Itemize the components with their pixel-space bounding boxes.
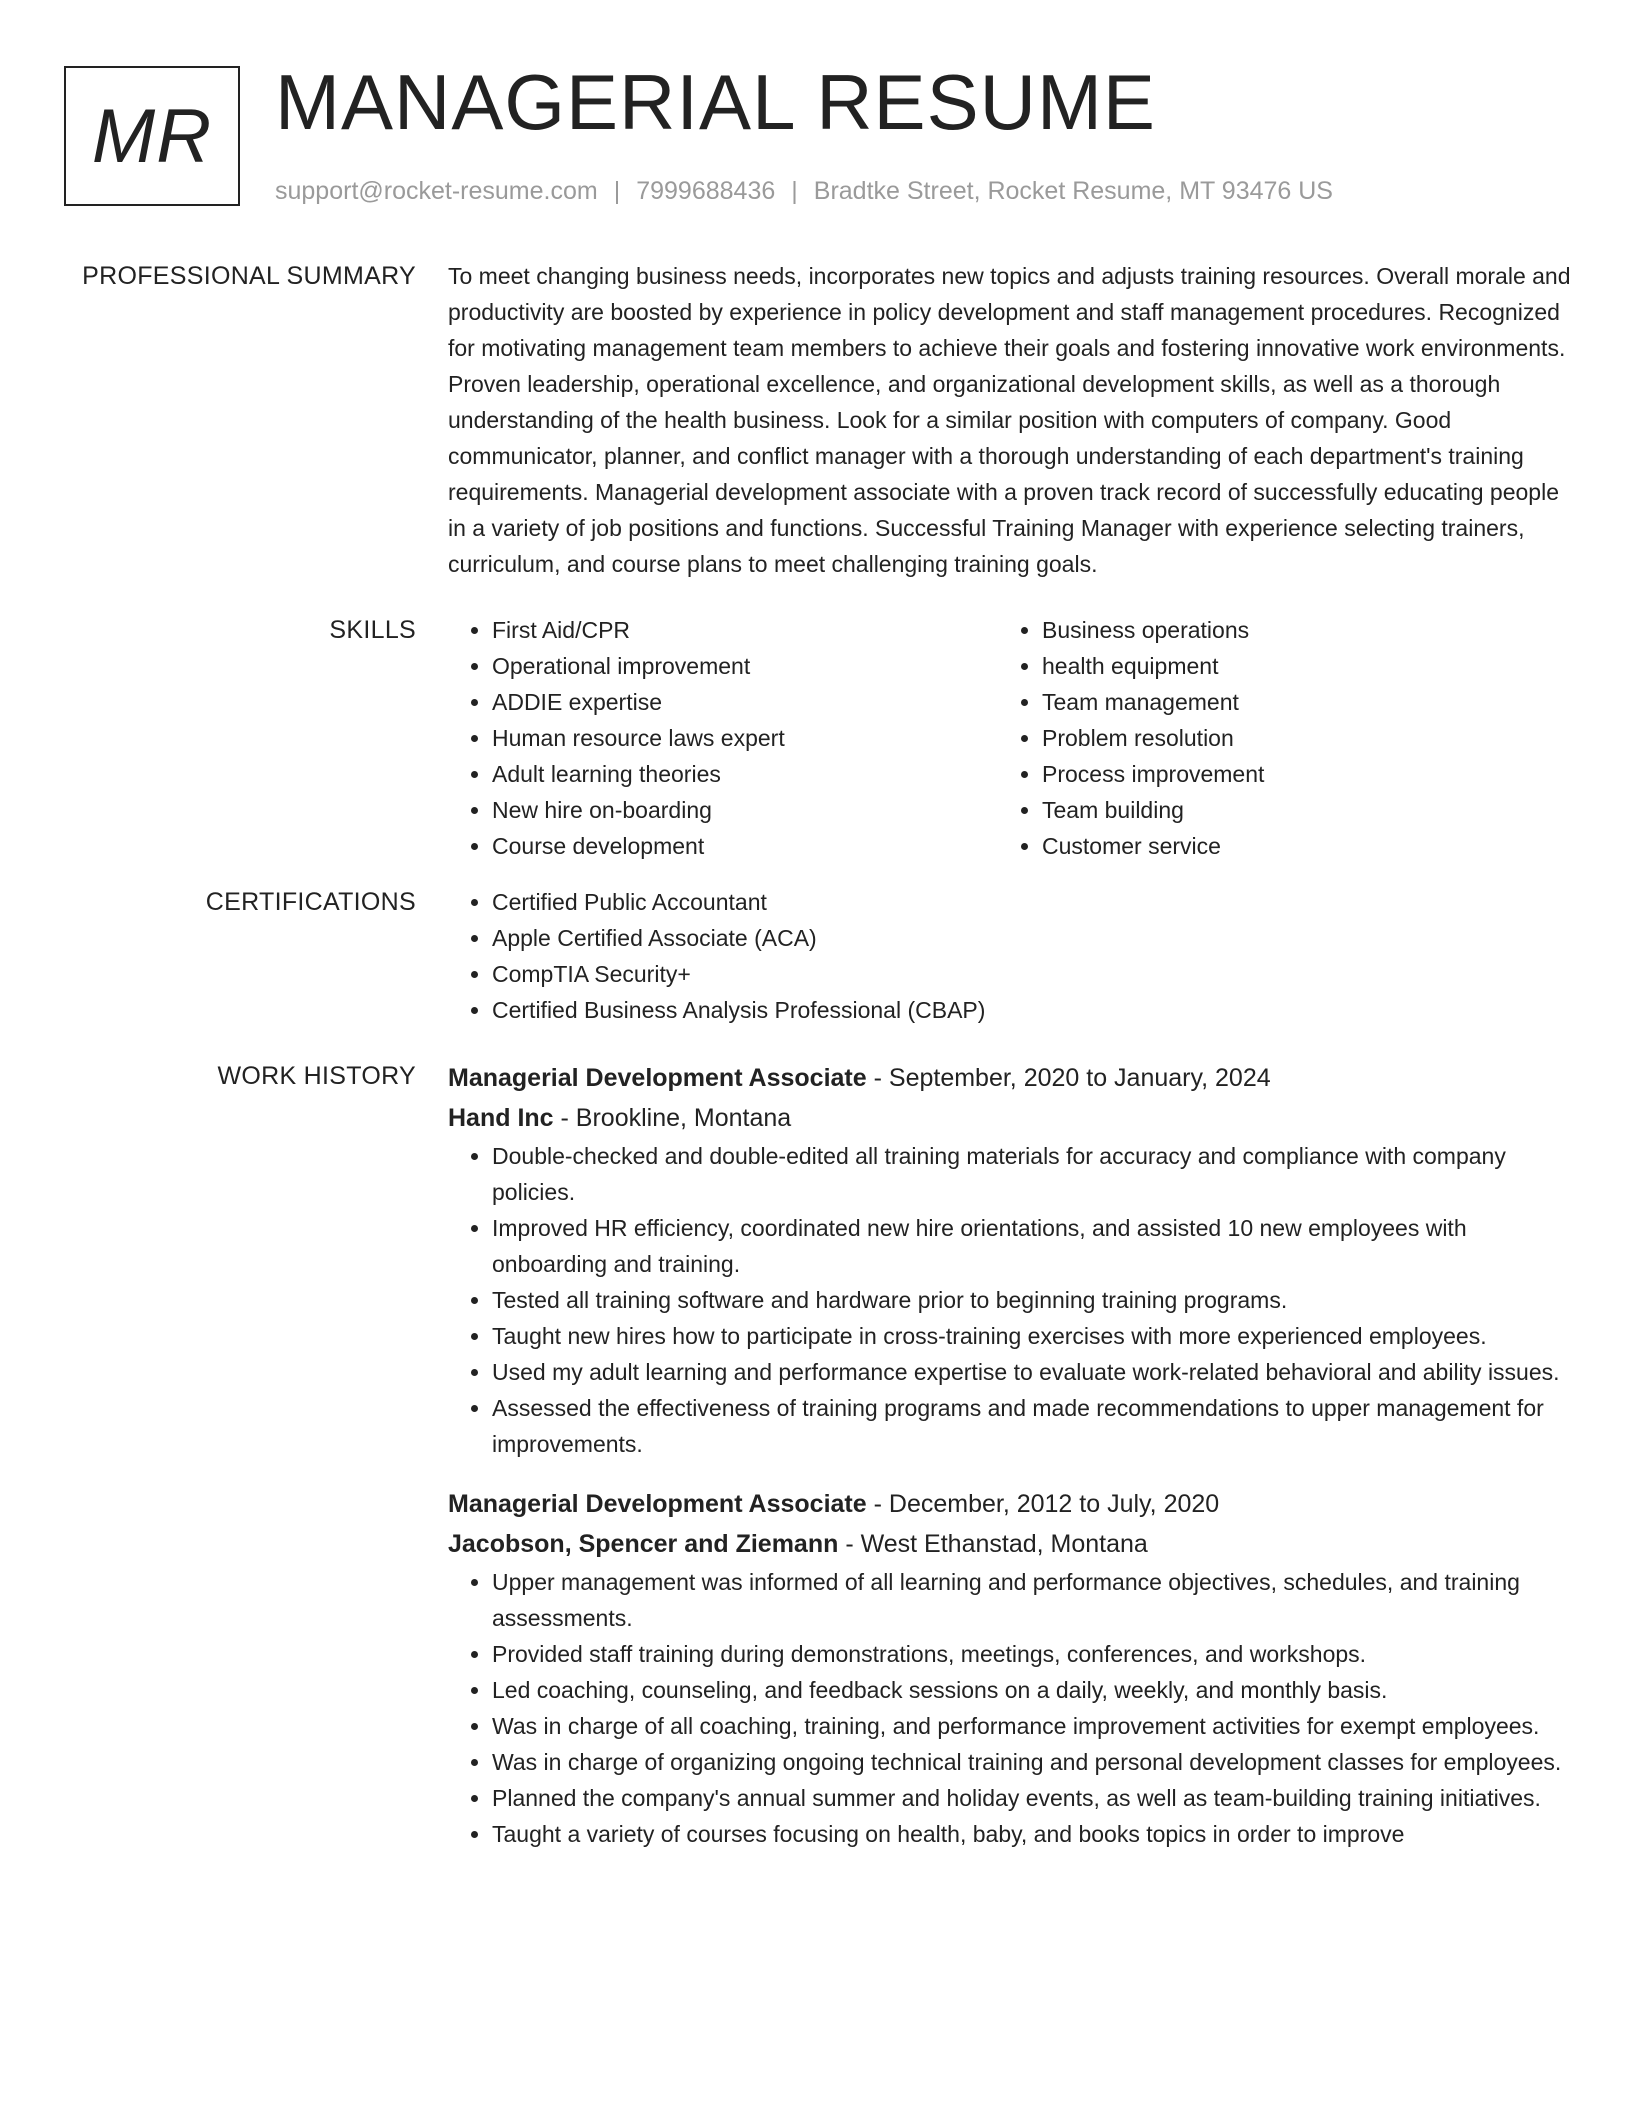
job-title: Managerial Development Associate [448, 1064, 867, 1092]
job-title: Managerial Development Associate [448, 1490, 867, 1518]
contact-address: Bradtke Street, Rocket Resume, MT 93476 US [813, 177, 1333, 205]
skills-column-right [998, 612, 1548, 864]
job-bullet: • Planned the company's annual summer and holiday events, as well as team-building training initiatives. [492, 1780, 1578, 1816]
job-company-line [448, 1098, 1578, 1138]
section-label: PROFESSIONAL SUMMARY [82, 262, 416, 290]
job-company: Hand Inc [448, 1104, 554, 1132]
skills-list-right [998, 612, 1548, 864]
job-company-line [448, 1524, 1578, 1564]
job-bullet: • Double-checked and double-edited all training materials for accuracy and compliance with company policies. [492, 1138, 1578, 1210]
monogram-initials: MR [64, 66, 240, 206]
job-company: Jacobson, Spencer and Ziemann [448, 1530, 839, 1558]
job-entry [448, 1484, 1578, 1852]
skill-item: • Business operations [1042, 612, 1548, 648]
job-bullet: • Provided staff training during demonstrations, meetings, conferences, and workshops. [492, 1636, 1578, 1672]
certifications-list [448, 884, 1578, 1028]
skill-item: • Problem resolution [1042, 720, 1548, 756]
skill-item: • Course development [492, 828, 998, 864]
job-bullets [448, 1564, 1578, 1852]
section-label: CERTIFICATIONS [205, 888, 416, 916]
skill-item: • First Aid/CPR [492, 612, 998, 648]
skill-item: • Operational improvement [492, 648, 998, 684]
job-bullet: • Was in charge of all coaching, training, and performance improvement activities for exempt employees. [492, 1708, 1578, 1744]
job-bullet: • Was in charge of organizing ongoing technical training and personal development classes for employees. [492, 1744, 1578, 1780]
job-dates: - December, 2012 to July, 2020 [866, 1490, 1220, 1518]
skills-column-left [448, 612, 998, 864]
job-location: - West Ethanstad, Montana [838, 1530, 1148, 1558]
job-bullet: • Taught new hires how to participate in cross-training exercises with more experienced employees. [492, 1318, 1578, 1354]
skill-item: • Process improvement [1042, 756, 1548, 792]
certification-item: • Certified Business Analysis Professional (CBAP) [492, 992, 1578, 1028]
job-bullet: • Assessed the effectiveness of training programs and made recommendations to upper management for improvements. [492, 1390, 1578, 1462]
skill-item: • Human resource laws expert [492, 720, 998, 756]
job-bullet: • Used my adult learning and performance expertise to evaluate work-related behavioral and ability issues. [492, 1354, 1578, 1390]
skill-item: • health equipment [1042, 648, 1548, 684]
contact-phone: 7999688436 [636, 177, 776, 205]
skill-item: • ADDIE expertise [492, 684, 998, 720]
job-dates: - September, 2020 to January, 2024 [866, 1064, 1271, 1092]
certification-item: • CompTIA Security+ [492, 956, 1578, 992]
skill-item: • Customer service [1042, 828, 1548, 864]
skill-item: • Team management [1042, 684, 1548, 720]
skills-columns [448, 612, 1578, 864]
skill-item: • Team building [1042, 792, 1548, 828]
job-bullet: • Tested all training software and hardware prior to beginning training programs. [492, 1282, 1578, 1318]
certification-item: • Apple Certified Associate (ACA) [492, 920, 1578, 956]
job-title-line [448, 1484, 1578, 1524]
contact-line [275, 176, 1333, 206]
summary-section [0, 258, 1632, 582]
contact-separator: | [791, 177, 798, 205]
section-label: WORK HISTORY [217, 1062, 416, 1090]
resume-title: MANAGERIAL RESUME [275, 58, 1156, 146]
work-history-body [448, 1058, 1578, 1874]
certifications-section [0, 884, 1632, 1028]
job-bullets [448, 1138, 1578, 1462]
skill-item: • Adult learning theories [492, 756, 998, 792]
job-bullet: • Upper management was informed of all learning and performance objectives, schedules, and training assessments. [492, 1564, 1578, 1636]
section-label: SKILLS [329, 616, 416, 644]
contact-email: support@rocket-resume.com [275, 177, 598, 205]
skills-list-left [448, 612, 998, 864]
job-entry [448, 1058, 1578, 1462]
section-body [448, 884, 1578, 1028]
work-history-section [0, 1058, 1632, 1874]
summary-text: To meet changing business needs, incorporates new topics and adjusts training resources. Overall morale and productivity are boosted by experience in policy development and staff management procedures. Recognized for motivating management team members to achieve their goals and fostering innovative work environments. Proven leadership, operational excellence, and organizational development skills, as well as a thorough understanding of the health business. Look for a similar position with computers of company. Good communicator, planner, and conflict manager with a thorough understanding of each department's training requirements. Managerial development associate with a proven track record of successfully educating people in a variety of job positions and functions. Successful Training Manager with experience selecting trainers, curriculum, and course plans to meet challenging training goals. [448, 263, 1571, 577]
job-bullet: • Taught a variety of courses focusing on health, baby, and books topics in order to improve [492, 1816, 1578, 1852]
section-body [448, 258, 1578, 582]
contact-separator: | [613, 177, 621, 205]
skills-section [0, 612, 1632, 864]
job-bullet: • Improved HR efficiency, coordinated new hire orientations, and assisted 10 new employees with onboarding and training. [492, 1210, 1578, 1282]
job-location: - Brookline, Montana [553, 1104, 792, 1132]
certification-item: • Certified Public Accountant [492, 884, 1578, 920]
resume-content [0, 258, 1632, 1904]
skill-item: • New hire on-boarding [492, 792, 998, 828]
job-bullet: • Led coaching, counseling, and feedback sessions on a daily, weekly, and monthly basis. [492, 1672, 1578, 1708]
job-title-line [448, 1058, 1578, 1098]
